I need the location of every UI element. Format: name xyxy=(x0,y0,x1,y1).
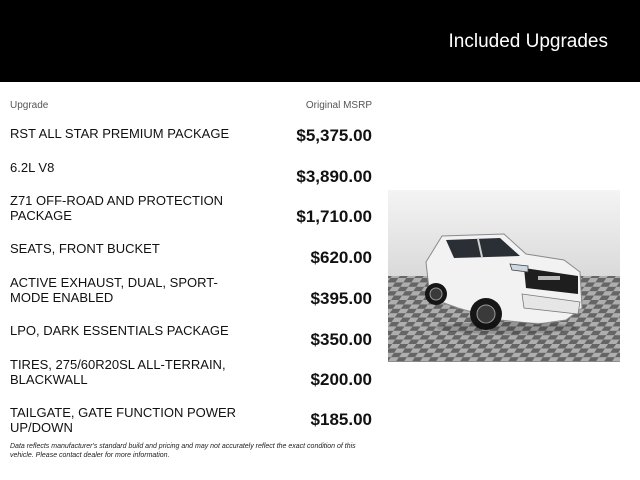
upgrade-price: $395.00 xyxy=(310,289,372,308)
disclaimer-text: Data reflects manufacturer's standard build and pricing and may not accurately reflect the exact condition of this vehicle. Please contact dealer for more information. xyxy=(10,443,356,459)
upgrade-price: $185.00 xyxy=(310,410,372,429)
upgrade-name: LPO, DARK ESSENTIALS PACKAGE xyxy=(10,323,229,338)
upgrade-price: $1,710.00 xyxy=(296,207,372,226)
upgrade-name: ACTIVE EXHAUST, DUAL, SPORT-MODE ENABLED xyxy=(10,275,218,305)
upgrade-name: Z71 OFF-ROAD AND PROTECTION PACKAGE xyxy=(10,193,224,223)
upgrade-price: $350.00 xyxy=(310,330,372,349)
upgrade-column-header: Upgrade xyxy=(10,100,49,111)
upgrade-name: 6.2L V8 xyxy=(10,160,55,175)
vehicle-photo xyxy=(388,190,620,362)
upgrade-price: $3,890.00 xyxy=(296,167,372,186)
upgrade-price: $5,375.00 xyxy=(296,126,372,145)
header-bar xyxy=(0,0,640,82)
upgrade-price: $620.00 xyxy=(310,248,372,267)
upgrade-price: $200.00 xyxy=(310,370,372,389)
truck-image xyxy=(388,190,620,362)
upgrade-name: RST ALL STAR PREMIUM PACKAGE xyxy=(10,126,230,141)
upgrade-name: SEATS, FRONT BUCKET xyxy=(10,241,160,256)
msrp-column-header: Original MSRP xyxy=(305,100,372,111)
upgrade-name: TAILGATE, GATE FUNCTION POWER UP/DOWN xyxy=(10,405,237,435)
upgrade-name: TIRES, 275/60R20SL ALL-TERRAIN, BLACKWALL xyxy=(10,357,226,387)
page-title: Included Upgrades xyxy=(448,31,608,52)
